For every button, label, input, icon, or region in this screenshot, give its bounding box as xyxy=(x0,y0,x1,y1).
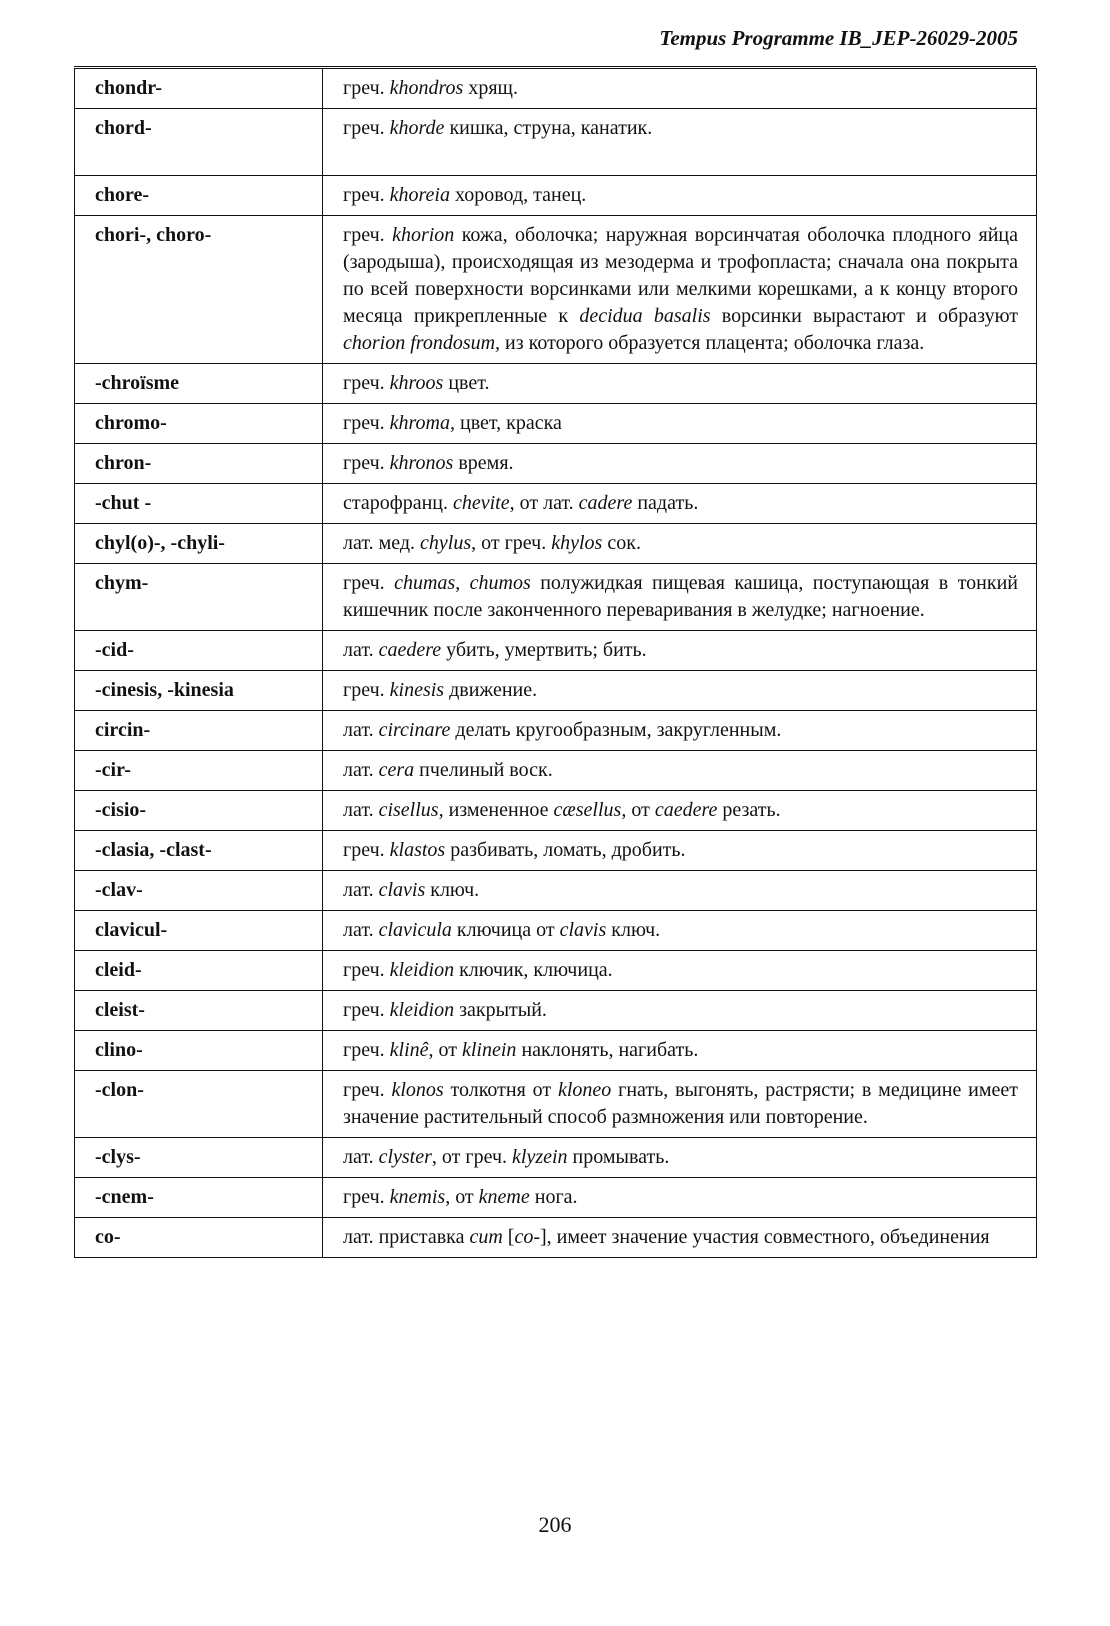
table-row xyxy=(75,404,1037,444)
entry-term: chori-, choro- xyxy=(75,216,323,364)
entry-definition: лат. мед. chylus, от греч. khylos сок. xyxy=(323,524,1037,564)
entry-definition: греч. kleidion закрытый. xyxy=(323,991,1037,1031)
entry-term: -chut - xyxy=(75,484,323,524)
table-row xyxy=(75,671,1037,711)
entry-term: co- xyxy=(75,1218,323,1258)
entry-definition: греч. khorion кожа, оболочка; наружная ворсинчатая оболочка плодного яйца (зародыша), происходящая из мезодерма и трофопласта; сначала она покрыта по всей поверхности ворсинками или мелкими корешками, а к концу второго месяца прикрепленные к decidua basalis ворсинки вырастают и образуют chorion frondosum, из которого образуется плацента; оболочка глаза. xyxy=(323,216,1037,364)
table-row xyxy=(75,951,1037,991)
table-row xyxy=(75,711,1037,751)
entry-term: clino- xyxy=(75,1031,323,1071)
entry-term: -cinesis, -kinesia xyxy=(75,671,323,711)
entry-definition: греч. khondros хрящ. xyxy=(323,69,1037,109)
table-row xyxy=(75,1138,1037,1178)
entry-term: -cid- xyxy=(75,631,323,671)
table-row xyxy=(75,1071,1037,1138)
entry-term: -clon- xyxy=(75,1071,323,1138)
table-row xyxy=(75,871,1037,911)
page-header: Tempus Programme IB_JEP-26029-2005 xyxy=(659,26,1018,50)
table-row xyxy=(75,831,1037,871)
entry-term: chym- xyxy=(75,564,323,631)
page-number: 206 xyxy=(538,1512,572,1537)
table-row xyxy=(75,364,1037,404)
table-row xyxy=(75,176,1037,216)
entry-definition: старофранц. chevite, от лат. cadere падать. xyxy=(323,484,1037,524)
entry-term: -clav- xyxy=(75,871,323,911)
table-row xyxy=(75,791,1037,831)
entry-term: circin- xyxy=(75,711,323,751)
table-row xyxy=(75,911,1037,951)
table-row xyxy=(75,1031,1037,1071)
entry-definition: греч. klonos толкотня от kloneo гнать, выгонять, растрясти; в медицине имеет значение растительный способ размножения или повторение. xyxy=(323,1071,1037,1138)
table-row xyxy=(75,444,1037,484)
entry-definition: греч. khoreia хоровод, танец. xyxy=(323,176,1037,216)
table-row xyxy=(75,991,1037,1031)
entry-term: chondr- xyxy=(75,69,323,109)
dictionary-table xyxy=(74,68,1037,1258)
table-row xyxy=(75,1178,1037,1218)
entry-definition: лат. приставка cum [co-], имеет значение участия совместного, объединения xyxy=(323,1218,1037,1258)
entry-term: cleid- xyxy=(75,951,323,991)
entry-definition: лат. circinare делать кругообразным, закругленным. xyxy=(323,711,1037,751)
table-row xyxy=(75,484,1037,524)
entry-definition: греч. kinesis движение. xyxy=(323,671,1037,711)
entry-term: chore- xyxy=(75,176,323,216)
table-row xyxy=(75,751,1037,791)
entry-term: chord- xyxy=(75,109,323,176)
entry-term: -clasia, -clast- xyxy=(75,831,323,871)
entry-definition: греч. khroma, цвет, краска xyxy=(323,404,1037,444)
entry-term: -cnem- xyxy=(75,1178,323,1218)
header-rule xyxy=(74,66,1036,67)
dictionary-body xyxy=(75,69,1037,1258)
entry-definition: греч. klastos разбивать, ломать, дробить. xyxy=(323,831,1037,871)
table-row xyxy=(75,109,1037,176)
entry-term: -chroïsme xyxy=(75,364,323,404)
entry-definition: лат. caedere убить, умертвить; бить. xyxy=(323,631,1037,671)
entry-definition: греч. kleidion ключик, ключица. xyxy=(323,951,1037,991)
entry-definition: лат. clyster, от греч. klyzein промывать. xyxy=(323,1138,1037,1178)
entry-term: -clys- xyxy=(75,1138,323,1178)
entry-term: cleist- xyxy=(75,991,323,1031)
entry-term: -cir- xyxy=(75,751,323,791)
entry-definition: греч. khronos время. xyxy=(323,444,1037,484)
entry-definition: лат. cera пчелиный воск. xyxy=(323,751,1037,791)
entry-definition: греч. klinê, от klinein наклонять, нагибать. xyxy=(323,1031,1037,1071)
entry-definition: греч. khroos цвет. xyxy=(323,364,1037,404)
entry-definition: греч. khorde кишка, струна, канатик. xyxy=(323,109,1037,176)
table-row xyxy=(75,631,1037,671)
entry-definition: греч. knemis, от kneme нога. xyxy=(323,1178,1037,1218)
entry-definition: лат. clavicula ключица от clavis ключ. xyxy=(323,911,1037,951)
entry-definition: греч. chumas, chumos полужидкая пищевая кашица, поступающая в тонкий кишечник после законченного переваривания в желудке; нагноение. xyxy=(323,564,1037,631)
entry-term: chron- xyxy=(75,444,323,484)
entry-term: clavicul- xyxy=(75,911,323,951)
table-row xyxy=(75,524,1037,564)
entry-term: chromo- xyxy=(75,404,323,444)
table-row xyxy=(75,1218,1037,1258)
table-row xyxy=(75,564,1037,631)
entry-term: chyl(o)-, -chyli- xyxy=(75,524,323,564)
table-row xyxy=(75,69,1037,109)
entry-term: -cisio- xyxy=(75,791,323,831)
entry-definition: лат. clavis ключ. xyxy=(323,871,1037,911)
entry-definition: лат. cisellus, измененное cæsellus, от caedere резать. xyxy=(323,791,1037,831)
table-row xyxy=(75,216,1037,364)
